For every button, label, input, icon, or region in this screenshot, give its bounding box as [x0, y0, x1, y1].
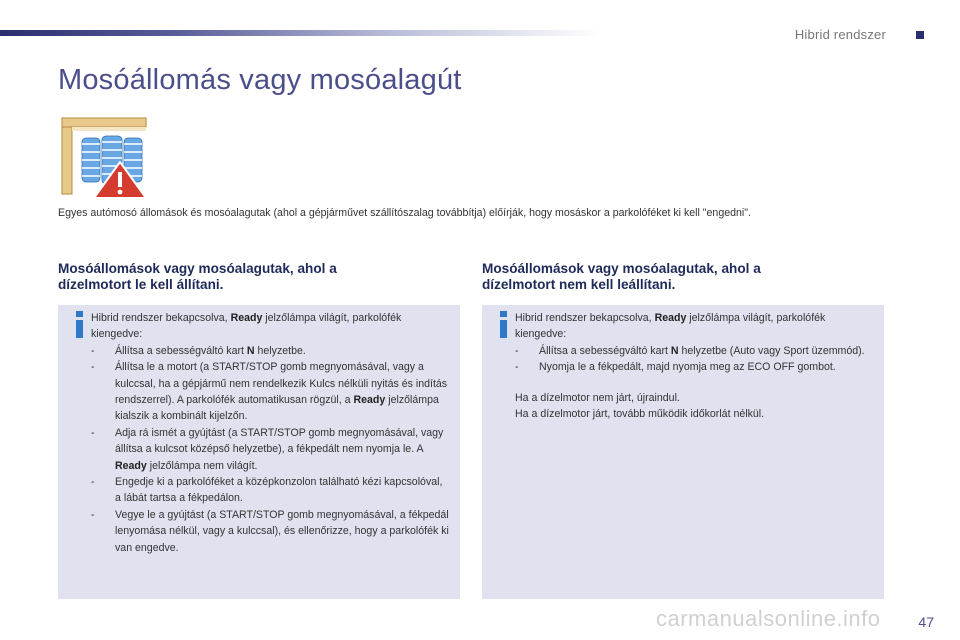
left-info-box [58, 305, 460, 599]
left-heading-line1: Mosóállomások vagy mosóalagutak, ahol a [58, 261, 337, 276]
left-step-2: - Állítsa le a motort (a START/STOP gomb megnyomásával, vagy a kulccsal, ha a gépjármű nem rendelkezik Kulcs nélküli nyitás és indítás rendszerrel). A parkolófék automatikusan rögzül, a Ready jelzőlámpa kialszik a kombinált kijelzőn. [91, 361, 448, 423]
left-step-4: - Engedje ki a parkolóféket a középkonzolon található kézi kapcsolóval, a lábát tartsa a fékpedálon. [91, 476, 443, 505]
left-heading-line2: dízelmotort le kell állítani. [58, 277, 224, 292]
right-info-box [482, 305, 884, 599]
right-note-1: Ha a dízelmotor nem járt, újraindul. [515, 391, 680, 404]
car-wash-warning-icon [60, 112, 160, 200]
header-square [916, 31, 924, 39]
right-heading-line2: dízelmotort nem kell leállítani. [482, 277, 676, 292]
info-icon [70, 309, 90, 341]
page-title: Mosóállomás vagy mosóalagút [58, 64, 462, 96]
left-step-1: - Állítsa a sebességváltó kart N helyzetbe. [91, 344, 306, 357]
right-heading [482, 261, 862, 293]
left-step-5: - Vegye le a gyújtást (a START/STOP gomb megnyomásával, a fékpedál lenyomása nélkül, vagy a kulccsal), és ellenőrizze, hogy a parkolófék ki van engedve. [91, 508, 449, 554]
left-step-3: - Adja rá ismét a gyújtást (a START/STOP gomb megnyomásával, vagy állítsa a kulcsot középső helyzetbe), a fékpedált nem nyomja le. A Ready jelzőlámpa nem világít. [91, 426, 444, 472]
header-bar [0, 30, 600, 36]
watermark: carmanualsonline.info [656, 606, 881, 631]
left-box-text [91, 310, 450, 556]
right-note-2: Ha a dízelmotor járt, tovább működik időkorlát nélkül. [515, 408, 765, 421]
intro-text: Egyes autómosó állomások és mosóalagutak (ahol a gépjárművet szállítószalag továbbítja) előírják, hogy mosáskor a parkolóféket ki kell "engedni". [58, 207, 751, 219]
right-lead: Hibrid rendszer bekapcsolva, Ready jelzőlámpa világít, parkolófék kiengedve: [515, 312, 826, 341]
section-name: Hibrid rendszer [794, 27, 886, 42]
left-lead: Hibrid rendszer bekapcsolva, Ready jelzőlámpa világít, parkolófék kiengedve: [91, 312, 402, 341]
right-heading-line1: Mosóállomások vagy mosóalagutak, ahol a [482, 261, 761, 276]
right-step-2: - Nyomja le a fékpedált, majd nyomja meg az ECO OFF gombot. [515, 361, 836, 374]
left-heading [58, 261, 438, 293]
right-box-text [515, 310, 874, 422]
right-step-1: - Állítsa a sebességváltó kart N helyzetbe (Auto vagy Sport üzemmód). [515, 344, 865, 357]
page-number: 47 [918, 614, 934, 630]
info-icon [494, 309, 514, 341]
